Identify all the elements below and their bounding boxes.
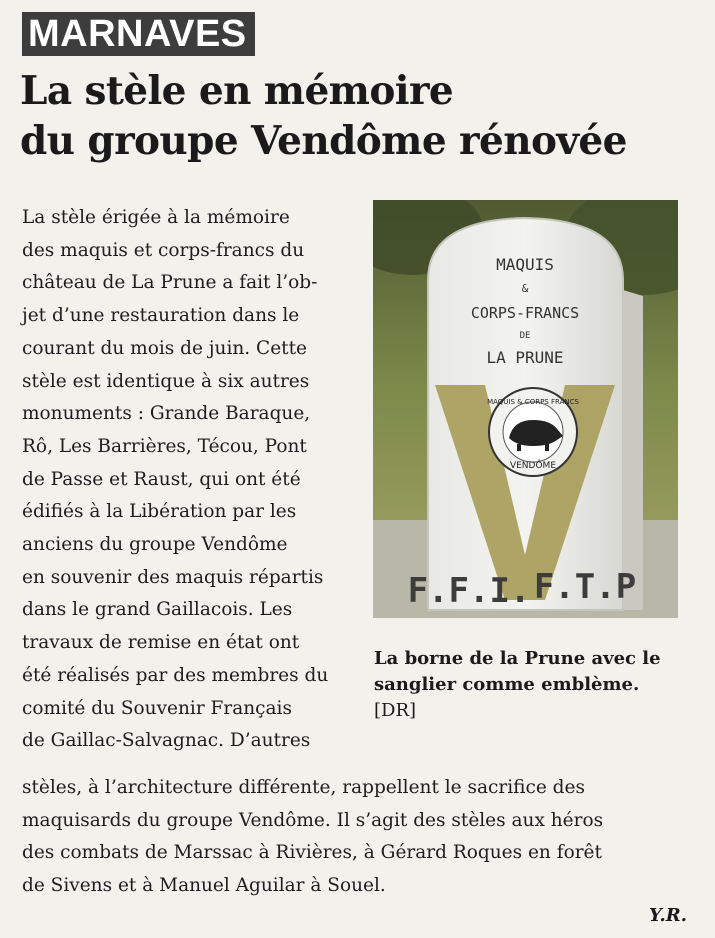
headline-line-2: du groupe Vendôme rénovée: [20, 118, 627, 164]
body-line: des maquis et corps-francs du: [22, 239, 305, 261]
article-headline: [20, 66, 710, 166]
photo-caption: [374, 646, 704, 724]
body-line: château de La Prune a fait l’ob-: [22, 272, 318, 294]
boar-emblem: [487, 388, 579, 476]
body-line: Rô, Les Barrières, Técou, Pont: [22, 435, 307, 457]
body-line: stèle est identique à six autres: [22, 370, 310, 392]
stele-text-4: DE: [519, 331, 531, 341]
caption-line-2: sanglier comme emblème.: [374, 674, 640, 695]
article-body-full-width: [22, 772, 712, 903]
emblem-top-text: MAQUIS & CORPS FRANCS: [487, 398, 579, 406]
body-line: été réalisés par des membres du: [22, 664, 329, 686]
body-line: édifiés à la Libération par les: [22, 501, 297, 523]
body-line: La stèle érigée à la mémoire: [22, 207, 290, 228]
body-line: maquisards du groupe Vendôme. Il s’agit des stèles aux héros: [22, 809, 604, 831]
body-line: travaux de remise en état ont: [22, 632, 300, 654]
headline-line-1: La stèle en mémoire: [20, 68, 454, 114]
body-line: courant du mois de juin. Cette: [22, 337, 307, 359]
article-body-column: [22, 202, 367, 758]
stele-photo: [373, 200, 678, 618]
body-line: de Gaillac-Salvagnac. D’autres: [22, 730, 311, 752]
stele-text-3: CORPS-FRANCS: [470, 304, 580, 322]
caption-line-1: La borne de la Prune avec le: [374, 648, 661, 669]
body-line: de Passe et Raust, qui ont été: [22, 468, 301, 490]
body-line: stèles, à l’architecture différente, rappellent le sacrifice des: [22, 777, 585, 798]
stele-text-5: LA PRUNE: [486, 348, 564, 367]
stele-illustration: [373, 200, 678, 618]
author-signature: Y.R.: [648, 905, 687, 926]
stele-text-1: MAQUIS: [496, 255, 554, 274]
body-line: en souvenir des maquis répartis: [22, 566, 324, 588]
body-line: de Sivens et à Manuel Aguilar à Souel.: [22, 875, 386, 897]
stele-text-2: &: [521, 282, 529, 295]
base-text-right: F.T.P: [533, 567, 637, 607]
body-line: dans le grand Gaillacois. Les: [22, 599, 293, 621]
body-line: anciens du groupe Vendôme: [22, 534, 288, 556]
body-line: comité du Souvenir Français: [22, 697, 292, 719]
base-text-left: F.F.I.: [407, 571, 531, 611]
body-line: monuments : Grande Baraque,: [22, 403, 311, 425]
body-line: des combats de Marssac à Rivières, à Gérard Roques en forêt: [22, 842, 602, 864]
body-line: jet d’une restauration dans le: [22, 305, 300, 327]
section-kicker: MARNAVES: [22, 12, 255, 56]
emblem-bottom-text: VENDÔME: [509, 461, 557, 471]
photo-credit: [DR]: [374, 700, 417, 721]
reverse-page-show-through-bottom: [0, 905, 715, 938]
